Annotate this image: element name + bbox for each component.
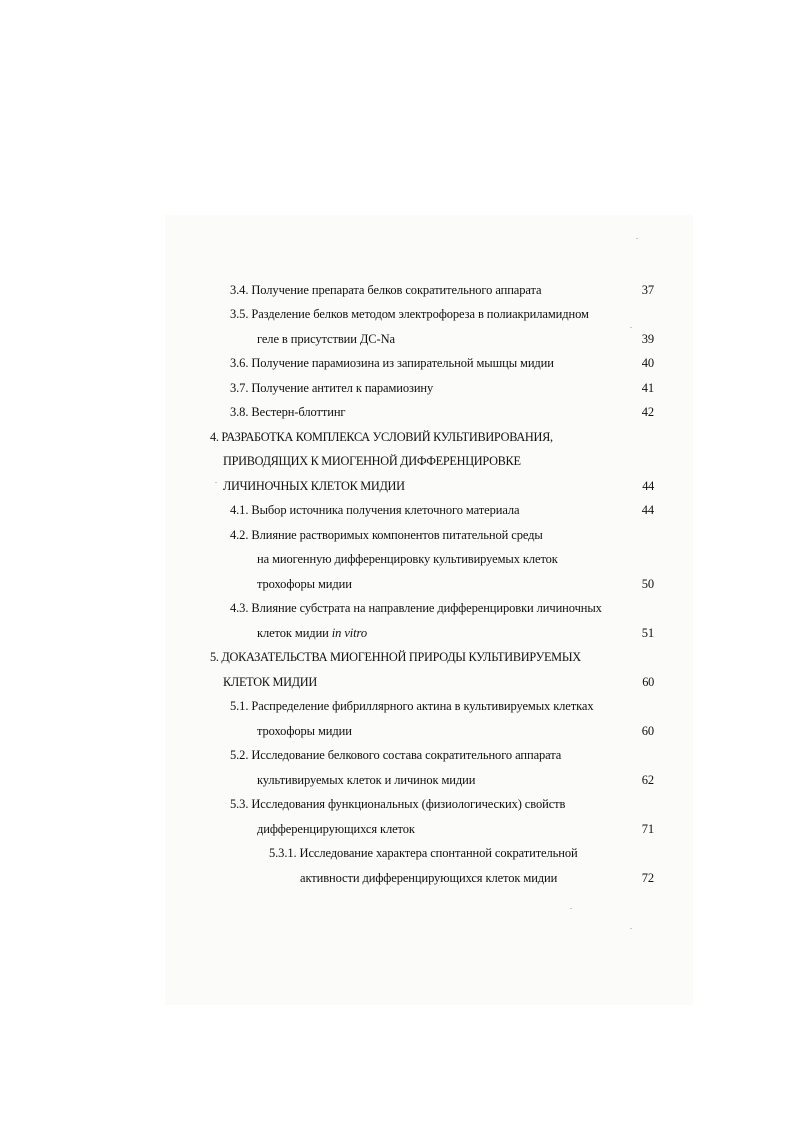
toc-entry-continuation [0,574,795,594]
toc-entry-title: клеток мидии [257,626,329,640]
toc-entry-title: активности дифференцирующихся клеток мидии [300,871,558,885]
toc-entry [0,598,795,618]
toc-entry-page: 51 [641,626,654,640]
toc-entry-page: 50 [641,577,654,591]
toc-entry-title: культивируемых клеток и личинок мидии [257,773,476,787]
toc-chapter-title: ЛИЧИНОЧНЫХ КЛЕТОК МИДИИ [223,479,405,493]
toc-entry-title: 3.6. Получение парамиозина из запирательной мышцы мидии [230,356,554,370]
toc-entry [0,525,795,545]
toc-entry-title: геле в присутствии ДС-Na [257,332,395,346]
toc-chapter-continuation [0,451,795,471]
toc-entry [0,378,795,398]
scan-speck [630,327,632,328]
toc-chapter-continuation [0,672,795,692]
toc-entry-title-wrap [257,623,367,643]
toc-entry-title: на миогенную дифференцировку культивируемых клеток [257,552,558,566]
toc-entry-title: трохофоры мидии [257,724,352,738]
toc-entry-title: трохофоры мидии [257,577,352,591]
toc-entry-continuation [0,721,795,741]
toc-entry-title: 3.7. Получение антител к парамиозину [230,381,434,395]
toc-entry-title: 3.8. Вестерн-блоттинг [230,405,346,419]
toc-chapter [0,427,795,447]
toc-entry-continuation [0,329,795,349]
toc-entry-title: 4.1. Выбор источника получения клеточного материала [230,503,520,517]
toc-entry [0,745,795,765]
toc-entry [0,353,795,373]
toc-entry-page: 39 [641,332,654,346]
toc-entry [0,280,795,300]
toc-entry-title: 3.5. Разделение белков методом электрофореза в полиакриламидном [230,307,589,321]
toc-entry-title: дифференцирующихся клеток [257,822,415,836]
toc-subentry [0,843,795,863]
scan-speck [570,908,572,909]
toc-entry-page: 60 [642,675,654,689]
toc-entry [0,794,795,814]
toc-entry-title: 4.3. Влияние субстрата на направление дифференцировки личиночных [230,601,602,615]
toc-chapter-title: 5. ДОКАЗАТЕЛЬСТВА МИОГЕННОЙ ПРИРОДЫ КУЛЬТИВИРУЕМЫХ [210,650,581,664]
toc-entry-title: 5.1. Распределение фибриллярного актина в культивируемых клетках [230,699,594,713]
toc-entry-page: 40 [641,356,654,370]
scan-speck [636,238,638,239]
toc-entry-page: 60 [641,724,654,738]
toc-entry-page: 41 [641,381,654,395]
toc-entry-continuation [0,623,795,643]
toc-entry-title: 3.4. Получение препарата белков сократительного аппарата [230,283,542,297]
toc-entry-title: 4.2. Влияние растворимых компонентов питательной среды [230,528,543,542]
toc-entry-page: 44 [642,479,654,493]
toc-entry-title: 5.3.1. Исследование характера спонтанной сократительной [269,846,578,860]
toc-entry-continuation [0,819,795,839]
toc-chapter-continuation [0,476,795,496]
toc-entry-page: 44 [641,503,654,517]
toc-entry-page: 71 [641,822,654,836]
toc-subentry-continuation [0,868,795,888]
toc-entry-continuation [0,549,795,569]
toc-chapter-title: 4. РАЗРАБОТКА КОМПЛЕКСА УСЛОВИЙ КУЛЬТИВИРОВАНИЯ, [210,430,553,444]
toc-entry [0,696,795,716]
toc-entry [0,500,795,520]
toc-chapter-title: КЛЕТОК МИДИИ [223,675,317,689]
toc-chapter-title: ПРИВОДЯЩИХ К МИОГЕННОЙ ДИФФЕРЕНЦИРОВКЕ [223,454,521,468]
toc-entry-continuation [0,770,795,790]
toc-entry-title: 5.2. Исследование белкового состава сократительного аппарата [230,748,562,762]
toc-entry [0,402,795,422]
toc-entry-page: 72 [641,871,654,885]
toc-entry-page: 37 [641,283,654,297]
toc-entry-page: 62 [641,773,654,787]
toc-entry-title-italic: in vitro [331,626,367,640]
toc-entry [0,304,795,324]
toc-entry-title: 5.3. Исследования функциональных (физиологических) свойств [230,797,566,811]
scan-speck [630,928,632,929]
toc-chapter [0,647,795,667]
toc-entry-page: 42 [641,405,654,419]
